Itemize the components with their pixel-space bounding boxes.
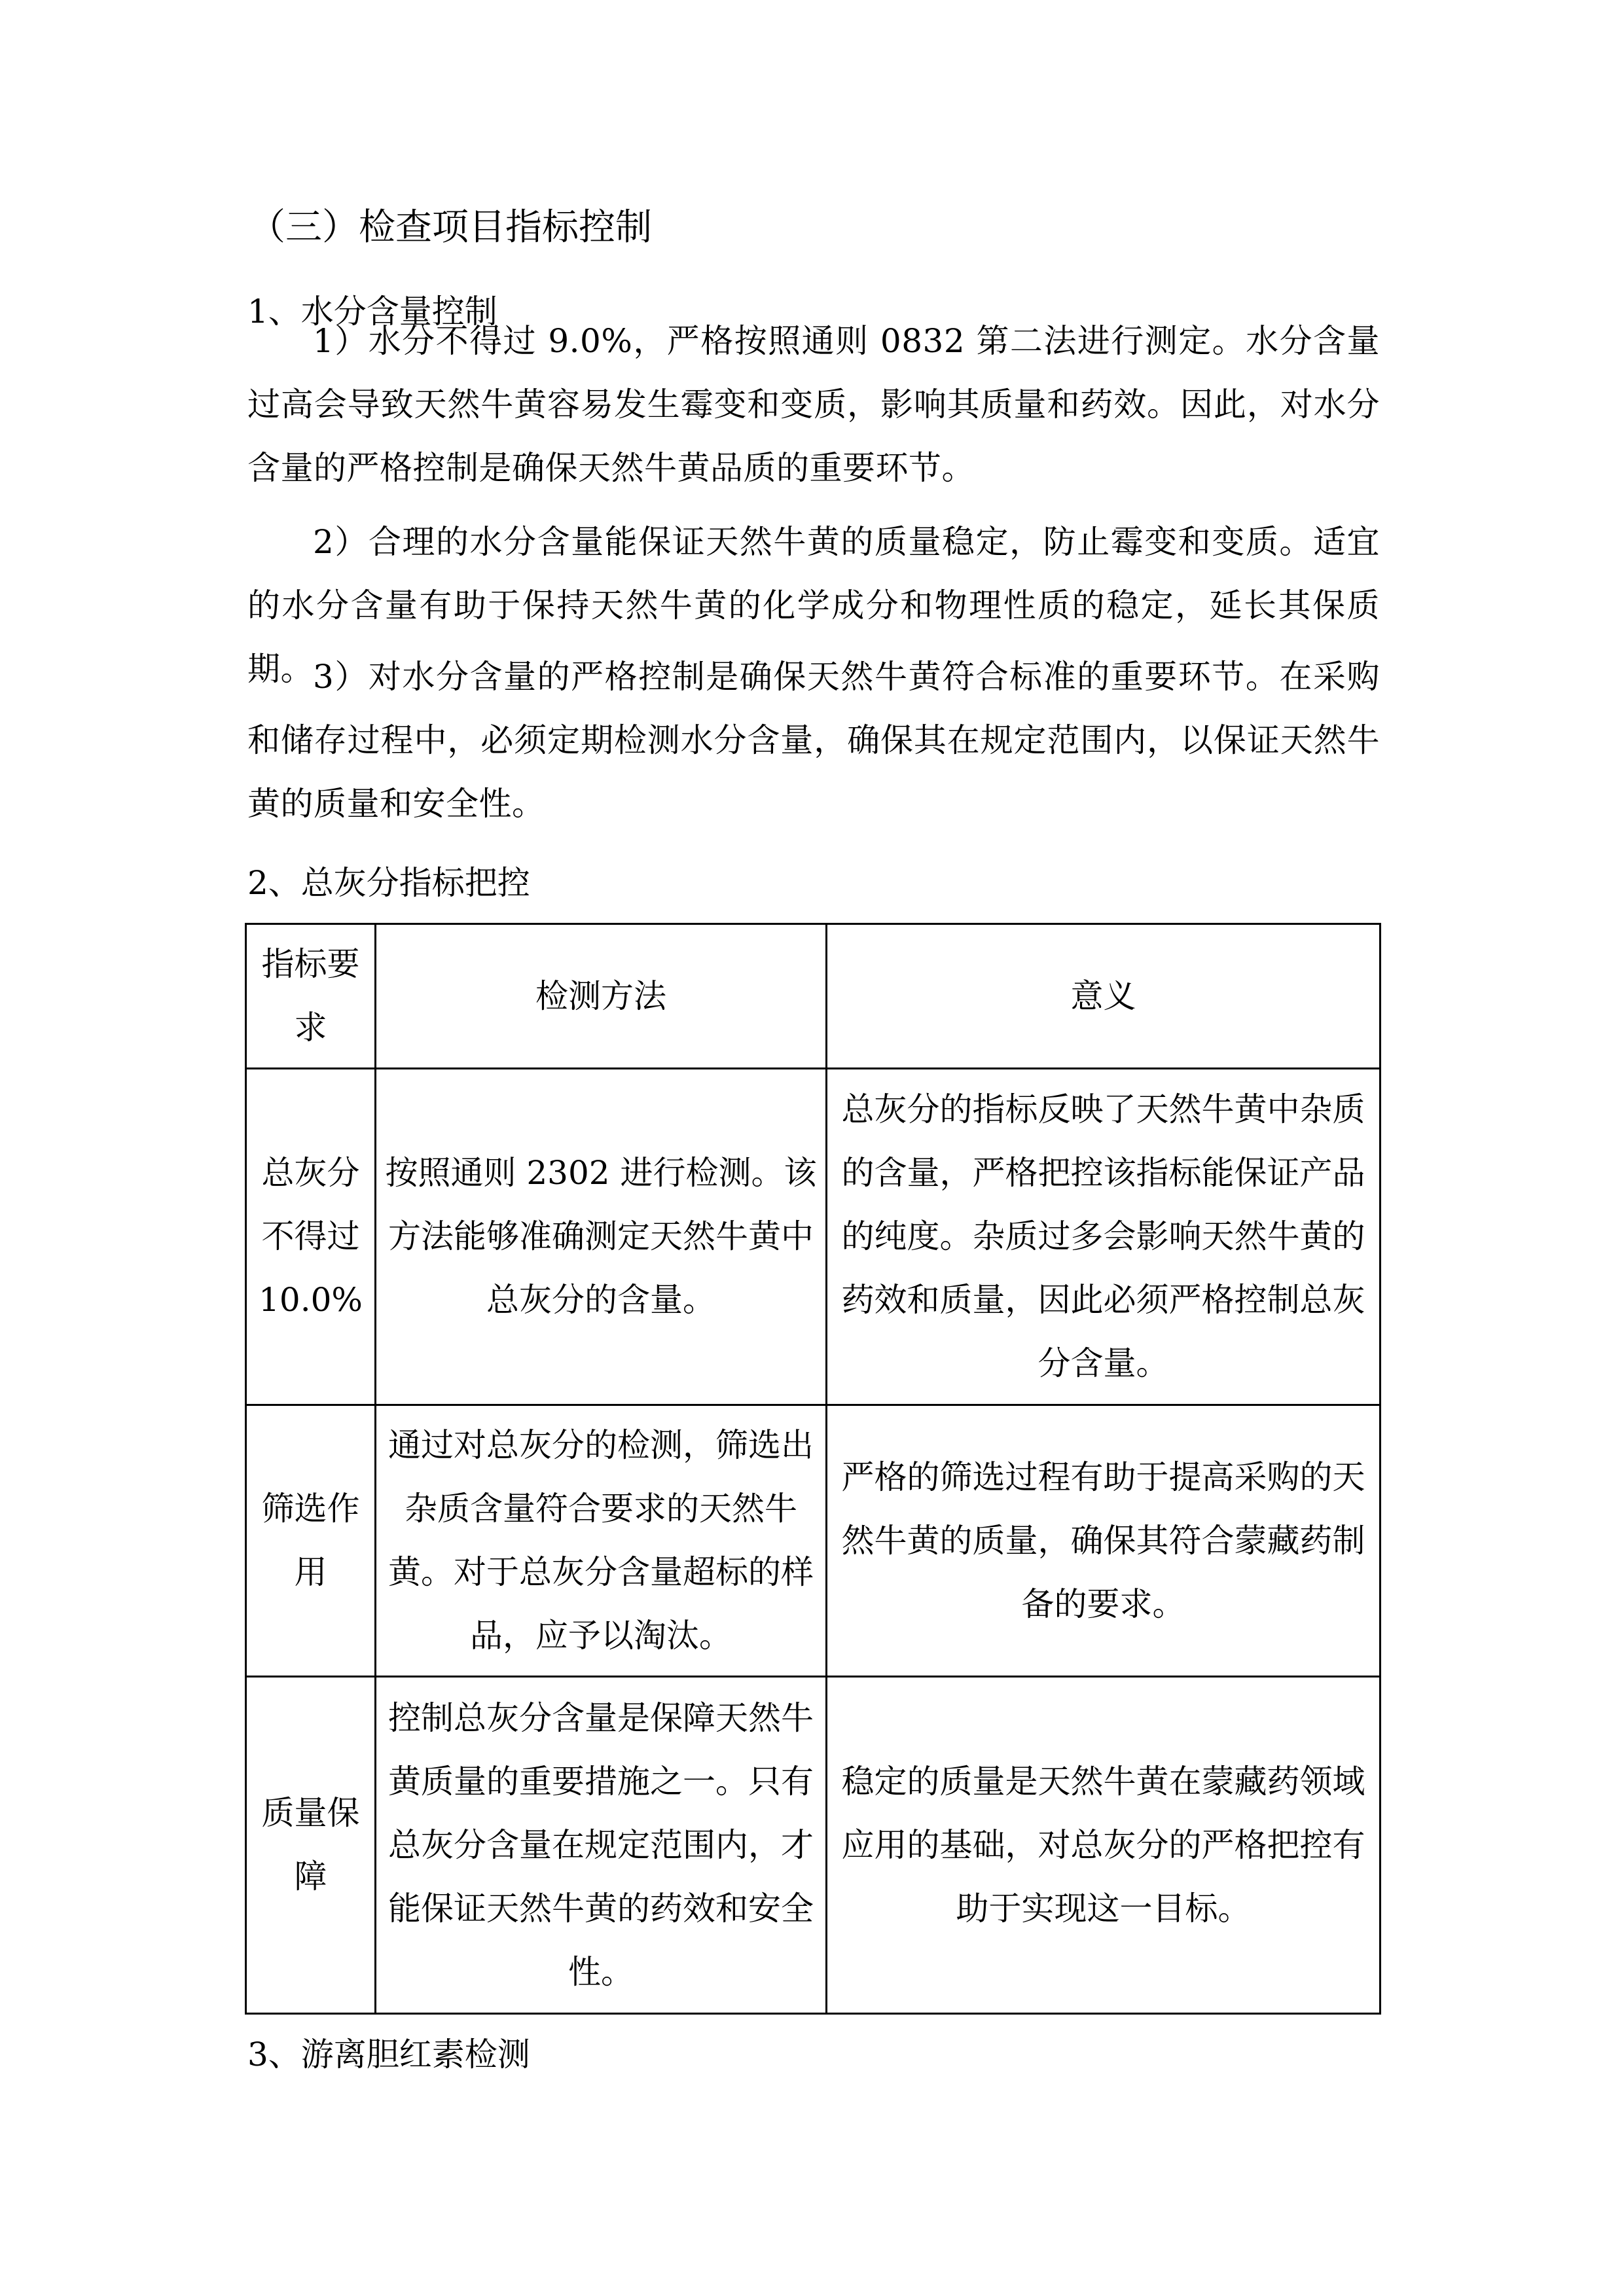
cell-requirement: 总灰分不得过10.0% bbox=[246, 1069, 376, 1405]
cell-requirement: 筛选作用 bbox=[246, 1405, 376, 1677]
cell-requirement: 质量保障 bbox=[246, 1677, 376, 2014]
cell-significance: 稳定的质量是天然牛黄在蒙藏药领域应用的基础，对总灰分的严格把控有助于实现这一目标。 bbox=[827, 1677, 1380, 2014]
paragraph-moisture-3: 3）对水分含量的严格控制是确保天然牛黄符合标准的重要环节。在采购和储存过程中，必须定期检测水分含量，确保其在规定范围内，以保证天然牛黄的质量和安全性。 bbox=[247, 658, 1380, 823]
table-header-row bbox=[246, 924, 1380, 1069]
cell-significance: 严格的筛选过程有助于提高采购的天然牛黄的质量，确保其符合蒙藏药制备的要求。 bbox=[827, 1405, 1380, 1677]
header-significance: 意义 bbox=[827, 924, 1380, 1069]
cell-method: 按照通则 2302 进行检测。该方法能够准确测定天然牛黄中总灰分的含量。 bbox=[376, 1069, 827, 1405]
paragraph-moisture-2: 2）合理的水分含量能保证天然牛黄的质量稳定，防止霉变和变质。适宜的水分含量有助于保持天然牛黄的化学成分和物理性质的稳定，延长其保质期。 bbox=[247, 523, 1380, 688]
heading-moisture-control: 1、水分含量控制 bbox=[247, 293, 497, 331]
cell-method: 通过对总灰分的检测，筛选出杂质含量符合要求的天然牛黄。对于总灰分含量超标的样品，应予以淘汰。 bbox=[376, 1405, 827, 1677]
paragraph-moisture-1: 1）水分不得过 9.0%，严格按照通则 0832 第二法进行测定。水分含量过高会导致天然牛黄容易发生霉变和变质，影响其质量和药效。因此，对水分含量的严格控制是确保天然牛黄品质的重要环节。 bbox=[247, 322, 1380, 487]
cell-significance: 总灰分的指标反映了天然牛黄中杂质的含量，严格把控该指标能保证产品的纯度。杂质过多会影响天然牛黄的药效和质量，因此必须严格控制总灰分含量。 bbox=[827, 1069, 1380, 1405]
header-requirement: 指标要求 bbox=[246, 924, 376, 1069]
table-row bbox=[246, 1677, 1380, 2014]
total-ash-table bbox=[245, 923, 1381, 2015]
heading-total-ash: 2、总灰分指标把控 bbox=[247, 864, 530, 902]
heading-free-bilirubin: 3、游离胆红素检测 bbox=[247, 2036, 530, 2073]
section-title: （三）检查项目指标控制 bbox=[249, 206, 652, 249]
table-row bbox=[246, 1069, 1380, 1405]
table-row bbox=[246, 1405, 1380, 1677]
header-method: 检测方法 bbox=[376, 924, 827, 1069]
cell-method: 控制总灰分含量是保障天然牛黄质量的重要措施之一。只有总灰分含量在规定范围内，才能保证天然牛黄的药效和安全性。 bbox=[376, 1677, 827, 2014]
